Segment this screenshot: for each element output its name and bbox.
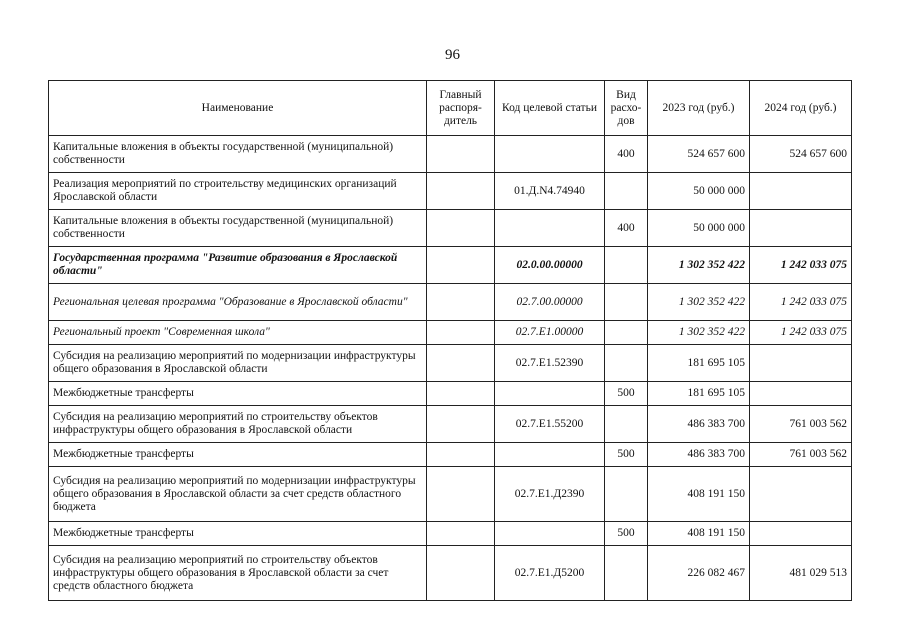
row-kind: 500 bbox=[605, 382, 648, 406]
row-2024 bbox=[750, 522, 852, 546]
row-admin bbox=[427, 321, 495, 345]
row-name: Субсидия на реализацию мероприятий по модернизации инфраструктуры общего образования в Ярославской области bbox=[49, 345, 427, 382]
row-2024: 1 242 033 075 bbox=[750, 321, 852, 345]
row-2023: 1 302 352 422 bbox=[648, 284, 750, 321]
row-admin bbox=[427, 443, 495, 467]
row-code: 01.Д.N4.74940 bbox=[495, 173, 605, 210]
row-code: 02.7.00.00000 bbox=[495, 284, 605, 321]
row-2023: 486 383 700 bbox=[648, 443, 750, 467]
row-code: 02.7.E1.52390 bbox=[495, 345, 605, 382]
header-2024: 2024 год (руб.) bbox=[750, 81, 852, 136]
row-2023: 486 383 700 bbox=[648, 406, 750, 443]
row-name: Капитальные вложения в объекты государственной (муниципальной) собственности bbox=[49, 136, 427, 173]
row-name: Государственная программа "Развитие образования в Ярославской области" bbox=[49, 247, 427, 284]
row-2024: 481 029 513 bbox=[750, 546, 852, 601]
table-row bbox=[49, 136, 852, 173]
row-code: 02.7.E1.00000 bbox=[495, 321, 605, 345]
row-admin bbox=[427, 546, 495, 601]
row-name: Межбюджетные трансферты bbox=[49, 522, 427, 546]
row-code: 02.0.00.00000 bbox=[495, 247, 605, 284]
row-admin bbox=[427, 284, 495, 321]
row-kind: 500 bbox=[605, 443, 648, 467]
row-code bbox=[495, 443, 605, 467]
row-2023: 50 000 000 bbox=[648, 173, 750, 210]
header-kind: Вид расхо-дов bbox=[605, 81, 648, 136]
header-admin: Главный распоря-дитель bbox=[427, 81, 495, 136]
row-admin bbox=[427, 522, 495, 546]
row-kind: 500 bbox=[605, 522, 648, 546]
row-code bbox=[495, 522, 605, 546]
row-2024 bbox=[750, 382, 852, 406]
row-2023: 181 695 105 bbox=[648, 382, 750, 406]
table-header-row bbox=[49, 81, 852, 136]
row-kind: 400 bbox=[605, 136, 648, 173]
row-name: Капитальные вложения в объекты государственной (муниципальной) собственности bbox=[49, 210, 427, 247]
row-2024: 524 657 600 bbox=[750, 136, 852, 173]
row-name: Межбюджетные трансферты bbox=[49, 382, 427, 406]
table-row bbox=[49, 173, 852, 210]
row-2024 bbox=[750, 345, 852, 382]
table-row bbox=[49, 467, 852, 522]
row-2024 bbox=[750, 173, 852, 210]
header-code: Код целевой статьи bbox=[495, 81, 605, 136]
row-admin bbox=[427, 345, 495, 382]
table-row bbox=[49, 382, 852, 406]
row-kind bbox=[605, 321, 648, 345]
row-admin bbox=[427, 173, 495, 210]
row-name: Субсидия на реализацию мероприятий по строительству объектов инфраструктуры общего образования в Ярославской области за счет средств областного бюджета bbox=[49, 546, 427, 601]
row-admin bbox=[427, 382, 495, 406]
row-2023: 50 000 000 bbox=[648, 210, 750, 247]
row-name: Региональная целевая программа "Образование в Ярославской области" bbox=[49, 284, 427, 321]
row-2024 bbox=[750, 467, 852, 522]
row-kind bbox=[605, 284, 648, 321]
header-name: Наименование bbox=[49, 81, 427, 136]
row-code: 02.7.E1.Д2390 bbox=[495, 467, 605, 522]
row-name: Межбюджетные трансферты bbox=[49, 443, 427, 467]
row-2023: 408 191 150 bbox=[648, 467, 750, 522]
row-2024: 1 242 033 075 bbox=[750, 284, 852, 321]
row-2024: 761 003 562 bbox=[750, 443, 852, 467]
row-kind bbox=[605, 247, 648, 284]
header-2023: 2023 год (руб.) bbox=[648, 81, 750, 136]
row-kind: 400 bbox=[605, 210, 648, 247]
row-2023: 181 695 105 bbox=[648, 345, 750, 382]
row-name: Субсидия на реализацию мероприятий по модернизации инфраструктуры общего образования в Ярославской области за счет средств областного бюджета bbox=[49, 467, 427, 522]
row-name: Реализация мероприятий по строительству медицинских организаций Ярославской области bbox=[49, 173, 427, 210]
row-code: 02.7.E1.55200 bbox=[495, 406, 605, 443]
row-admin bbox=[427, 247, 495, 284]
table-row bbox=[49, 546, 852, 601]
row-kind bbox=[605, 467, 648, 522]
table-row bbox=[49, 406, 852, 443]
row-code bbox=[495, 136, 605, 173]
row-2023: 1 302 352 422 bbox=[648, 321, 750, 345]
row-code bbox=[495, 210, 605, 247]
table-row bbox=[49, 443, 852, 467]
row-admin bbox=[427, 136, 495, 173]
row-2023: 1 302 352 422 bbox=[648, 247, 750, 284]
row-2023: 226 082 467 bbox=[648, 546, 750, 601]
row-2024: 1 242 033 075 bbox=[750, 247, 852, 284]
row-2024: 761 003 562 bbox=[750, 406, 852, 443]
page-number: 96 bbox=[445, 47, 460, 63]
row-kind bbox=[605, 406, 648, 443]
row-name: Субсидия на реализацию мероприятий по строительству объектов инфраструктуры общего образования в Ярославской области bbox=[49, 406, 427, 443]
row-admin bbox=[427, 467, 495, 522]
table-row bbox=[49, 210, 852, 247]
row-admin bbox=[427, 210, 495, 247]
row-2023: 408 191 150 bbox=[648, 522, 750, 546]
row-kind bbox=[605, 546, 648, 601]
row-2023: 524 657 600 bbox=[648, 136, 750, 173]
row-kind bbox=[605, 345, 648, 382]
table-row bbox=[49, 247, 852, 284]
row-2024 bbox=[750, 210, 852, 247]
row-code: 02.7.E1.Д5200 bbox=[495, 546, 605, 601]
table-row bbox=[49, 522, 852, 546]
row-code bbox=[495, 382, 605, 406]
row-kind bbox=[605, 173, 648, 210]
table-row bbox=[49, 284, 852, 321]
row-admin bbox=[427, 406, 495, 443]
table-row bbox=[49, 321, 852, 345]
budget-table bbox=[48, 80, 852, 601]
table-row bbox=[49, 345, 852, 382]
row-name: Региональный проект "Современная школа" bbox=[49, 321, 427, 345]
